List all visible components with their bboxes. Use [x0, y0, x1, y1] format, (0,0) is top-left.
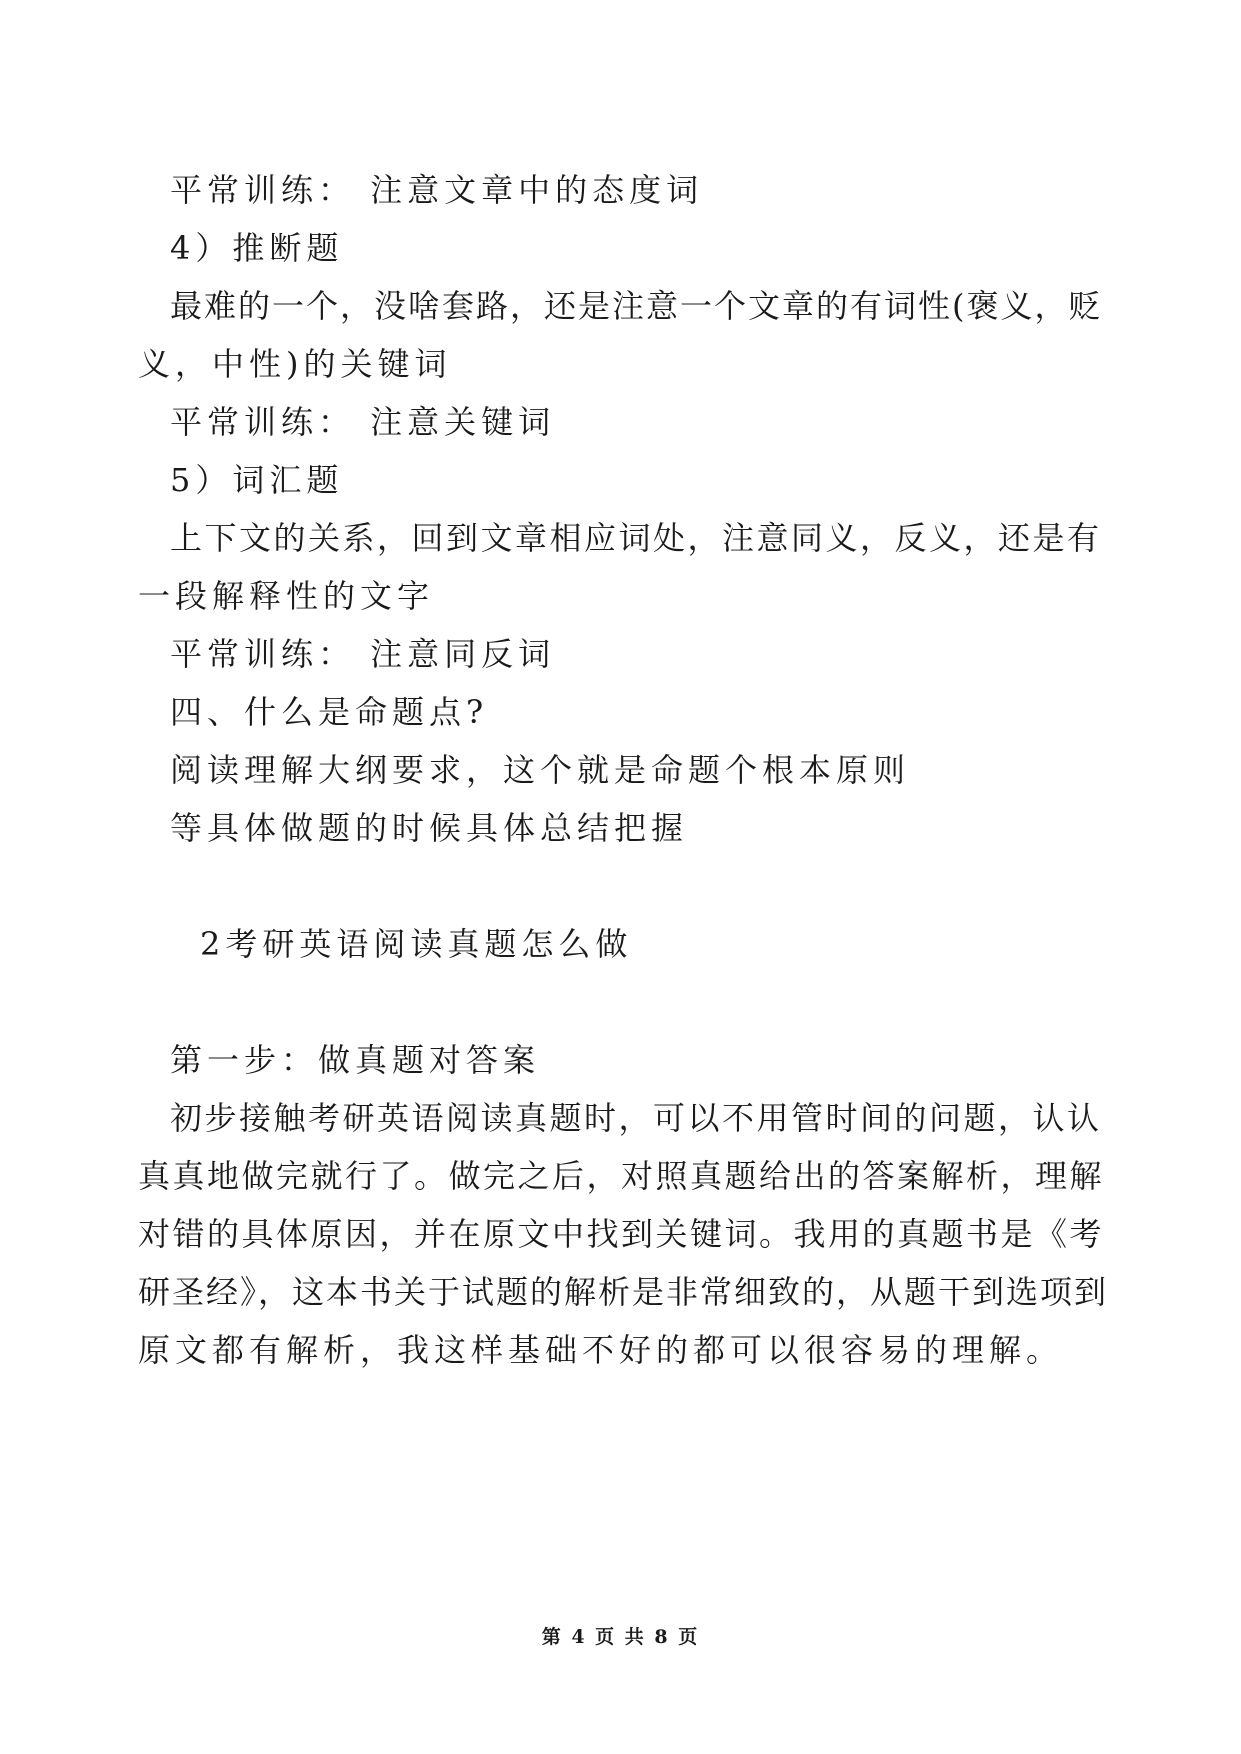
text-line: 平常训练： 注意关键词 — [170, 403, 556, 441]
section-heading: 4）推断题 — [170, 229, 344, 267]
text-line: 义，中性)的关键词 — [138, 345, 452, 383]
article-title: 2考研英语阅读真题怎么做 — [200, 925, 633, 963]
text-line: 初步接触考研英语阅读真题时，可以不用管时间的问题，认认 — [170, 1099, 1102, 1137]
text-line: 等具体做题的时候具体总结把握 — [170, 809, 689, 847]
text-line: 真真地做完就行了。做完之后，对照真题给出的答案解析，理解 — [138, 1157, 1105, 1195]
text-line: 原文都有解析，我这样基础不好的都可以很容易的理解。 — [138, 1331, 1064, 1369]
text-line: 最难的一个，没啥套路，还是注意一个文章的有词性(褒义，贬 — [170, 287, 1103, 325]
step-heading: 第一步：做真题对答案 — [170, 1041, 541, 1079]
section-heading: 四、什么是命题点? — [170, 693, 489, 731]
text-line: 上下文的关系，回到文章相应词处，注意同义，反义，还是有 — [170, 519, 1102, 557]
section-heading: 5）词汇题 — [170, 461, 344, 499]
text-line: 平常训练： 注意文章中的态度词 — [170, 171, 704, 209]
text-line: 研圣经》，这本书关于试题的解析是非常细致的，从题干到选项到 — [138, 1273, 1109, 1311]
text-line: 对错的具体原因，并在原文中找到关键词。我用的真题书是《考 — [138, 1215, 1105, 1253]
page-footer: 第 4 页 共 8 页 — [541, 1626, 700, 1648]
text-line: 阅读理解大纲要求，这个就是命题个根本原则 — [170, 751, 911, 789]
text-line: 平常训练： 注意同反词 — [170, 635, 556, 673]
text-line: 一段解释性的文字 — [138, 577, 435, 615]
